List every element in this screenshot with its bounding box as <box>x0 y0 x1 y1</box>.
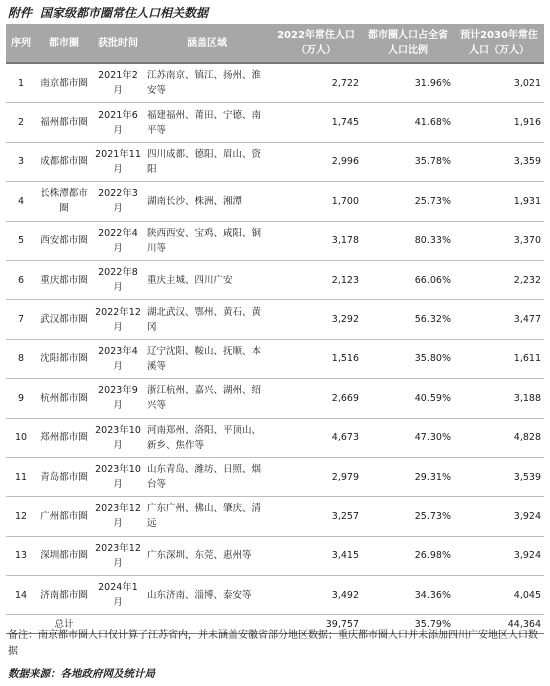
row-no: 7 <box>6 300 36 339</box>
header-area: 涵盖区域 <box>144 24 270 63</box>
table-row <box>6 536 544 575</box>
row-approval-time: 2023年10月 <box>92 457 144 496</box>
header-name: 都市圈 <box>36 24 92 63</box>
row-pop-ratio: 26.98% <box>362 536 454 575</box>
row-no: 2 <box>6 103 36 142</box>
row-approval-time: 2021年2月 <box>92 63 144 103</box>
data-source: 数据来源：各地政府网及统计局 <box>8 668 155 680</box>
row-approval-time: 2023年12月 <box>92 497 144 536</box>
table-row <box>6 260 544 299</box>
row-pop-2022: 2,722 <box>270 63 362 103</box>
row-coverage-area: 山东青岛、潍坊、日照、烟台等 <box>144 457 270 496</box>
table-row <box>6 576 544 615</box>
title-text: 国家级都市圈常住人口相关数据 <box>40 6 209 20</box>
row-pop-2030: 3,188 <box>454 379 544 418</box>
row-pop-2030: 3,359 <box>454 142 544 181</box>
row-no: 14 <box>6 576 36 615</box>
row-metro-name: 沈阳都市圈 <box>36 339 92 378</box>
row-approval-time: 2023年10月 <box>92 418 144 457</box>
row-approval-time: 2022年12月 <box>92 300 144 339</box>
row-pop-ratio: 41.68% <box>362 103 454 142</box>
row-pop-ratio: 47.30% <box>362 418 454 457</box>
row-metro-name: 杭州都市圈 <box>36 379 92 418</box>
row-no: 3 <box>6 142 36 181</box>
row-coverage-area: 福建福州、莆田、宁德、南平等 <box>144 103 270 142</box>
row-coverage-area: 山东济南、淄博、泰安等 <box>144 576 270 615</box>
row-no: 11 <box>6 457 36 496</box>
row-metro-name: 西安都市圈 <box>36 221 92 260</box>
row-approval-time: 2021年11月 <box>92 142 144 181</box>
row-pop-ratio: 66.06% <box>362 260 454 299</box>
row-approval-time: 2022年3月 <box>92 182 144 221</box>
row-pop-2030: 1,916 <box>454 103 544 142</box>
row-pop-2022: 2,996 <box>270 142 362 181</box>
row-approval-time: 2022年4月 <box>92 221 144 260</box>
total-label: 总计 <box>36 615 92 634</box>
row-no: 5 <box>6 221 36 260</box>
row-pop-ratio: 35.80% <box>362 339 454 378</box>
row-metro-name: 福州都市圈 <box>36 103 92 142</box>
row-approval-time: 2023年12月 <box>92 536 144 575</box>
row-pop-2022: 3,292 <box>270 300 362 339</box>
footnote: 备注：南京都市圈人口仅计算了江苏省内，并未涵盖安徽省部分地区数据；重庆都市圈人口并未添加四川广安地区人口数据 <box>8 630 538 657</box>
table-row <box>6 103 544 142</box>
row-pop-2030: 3,021 <box>454 63 544 103</box>
table-row <box>6 63 544 103</box>
row-no: 4 <box>6 182 36 221</box>
row-pop-2022: 4,673 <box>270 418 362 457</box>
row-pop-2030: 2,232 <box>454 260 544 299</box>
row-pop-2022: 1,745 <box>270 103 362 142</box>
row-pop-2022: 3,492 <box>270 576 362 615</box>
table-row <box>6 497 544 536</box>
header-time: 获批时间 <box>92 24 144 63</box>
row-pop-ratio: 31.96% <box>362 63 454 103</box>
row-coverage-area: 四川成都、德阳、眉山、资阳 <box>144 142 270 181</box>
row-approval-time: 2023年9月 <box>92 379 144 418</box>
row-pop-ratio: 25.73% <box>362 182 454 221</box>
table-row <box>6 418 544 457</box>
row-pop-2022: 3,415 <box>270 536 362 575</box>
row-metro-name: 济南都市圈 <box>36 576 92 615</box>
row-no: 13 <box>6 536 36 575</box>
row-coverage-area: 辽宁沈阳、鞍山、抚顺、本溪等 <box>144 339 270 378</box>
row-metro-name: 成都都市圈 <box>36 142 92 181</box>
document-title <box>8 4 216 22</box>
row-metro-name: 重庆都市圈 <box>36 260 92 299</box>
row-metro-name: 广州都市圈 <box>36 497 92 536</box>
row-pop-2022: 3,257 <box>270 497 362 536</box>
row-pop-2022: 3,178 <box>270 221 362 260</box>
row-no: 6 <box>6 260 36 299</box>
row-coverage-area: 广东广州、佛山、肇庆、清远 <box>144 497 270 536</box>
row-coverage-area: 重庆主城、四川广安 <box>144 260 270 299</box>
table-row <box>6 300 544 339</box>
row-no: 10 <box>6 418 36 457</box>
row-pop-ratio: 80.33% <box>362 221 454 260</box>
row-coverage-area: 江苏南京、镇江、扬州、淮安等 <box>144 63 270 103</box>
row-no: 12 <box>6 497 36 536</box>
table-row <box>6 142 544 181</box>
row-pop-ratio: 25.73% <box>362 497 454 536</box>
row-pop-ratio: 34.36% <box>362 576 454 615</box>
row-metro-name: 长株潭都市圈 <box>36 182 92 221</box>
row-metro-name: 武汉都市圈 <box>36 300 92 339</box>
row-metro-name: 郑州都市圈 <box>36 418 92 457</box>
total-pop2022: 39,757 <box>270 615 362 634</box>
table-header-row <box>6 24 544 63</box>
row-pop-2030: 3,370 <box>454 221 544 260</box>
row-approval-time: 2021年6月 <box>92 103 144 142</box>
row-coverage-area: 浙江杭州、嘉兴、湖州、绍兴等 <box>144 379 270 418</box>
row-pop-2030: 1,611 <box>454 339 544 378</box>
row-approval-time: 2024年1月 <box>92 576 144 615</box>
table-row <box>6 182 544 221</box>
row-metro-name: 青岛都市圈 <box>36 457 92 496</box>
row-pop-ratio: 29.31% <box>362 457 454 496</box>
row-pop-2022: 1,700 <box>270 182 362 221</box>
row-pop-2030: 1,931 <box>454 182 544 221</box>
row-pop-ratio: 35.78% <box>362 142 454 181</box>
row-pop-2030: 3,477 <box>454 300 544 339</box>
row-pop-2030: 3,924 <box>454 497 544 536</box>
row-coverage-area: 广东深圳、东莞、惠州等 <box>144 536 270 575</box>
row-coverage-area: 湖北武汉、鄂州、黄石、黄冈 <box>144 300 270 339</box>
row-approval-time: 2022年8月 <box>92 260 144 299</box>
row-pop-2030: 3,539 <box>454 457 544 496</box>
table-row <box>6 379 544 418</box>
table-row <box>6 221 544 260</box>
row-pop-ratio: 56.32% <box>362 300 454 339</box>
row-pop-2022: 2,669 <box>270 379 362 418</box>
row-pop-2030: 4,828 <box>454 418 544 457</box>
header-pop2030: 预计2030年常住人口（万人） <box>454 24 544 63</box>
header-ratio: 都市圈人口占全省人口比例 <box>362 24 454 63</box>
total-ratio: 35.79% <box>362 615 454 634</box>
row-pop-2022: 1,516 <box>270 339 362 378</box>
row-coverage-area: 陕西西安、宝鸡、咸阳、铜川等 <box>144 221 270 260</box>
row-coverage-area: 河南郑州、洛阳、平顶山、新乡、焦作等 <box>144 418 270 457</box>
row-no: 9 <box>6 379 36 418</box>
table-row <box>6 339 544 378</box>
row-pop-2030: 3,924 <box>454 536 544 575</box>
row-pop-ratio: 40.59% <box>362 379 454 418</box>
row-pop-2030: 4,045 <box>454 576 544 615</box>
row-pop-2022: 2,979 <box>270 457 362 496</box>
metro-population-table <box>6 24 544 634</box>
row-coverage-area: 湖南长沙、株洲、湘潭 <box>144 182 270 221</box>
header-pop2022: 2022年常住人口（万人） <box>270 24 362 63</box>
row-approval-time: 2023年4月 <box>92 339 144 378</box>
table-row <box>6 457 544 496</box>
row-metro-name: 深圳都市圈 <box>36 536 92 575</box>
row-metro-name: 南京都市圈 <box>36 63 92 103</box>
title-tag: 附件 <box>8 6 33 20</box>
header-no: 序列 <box>6 24 36 63</box>
row-pop-2022: 2,123 <box>270 260 362 299</box>
row-no: 8 <box>6 339 36 378</box>
row-no: 1 <box>6 63 36 103</box>
total-pop2030: 44,364 <box>454 615 544 634</box>
